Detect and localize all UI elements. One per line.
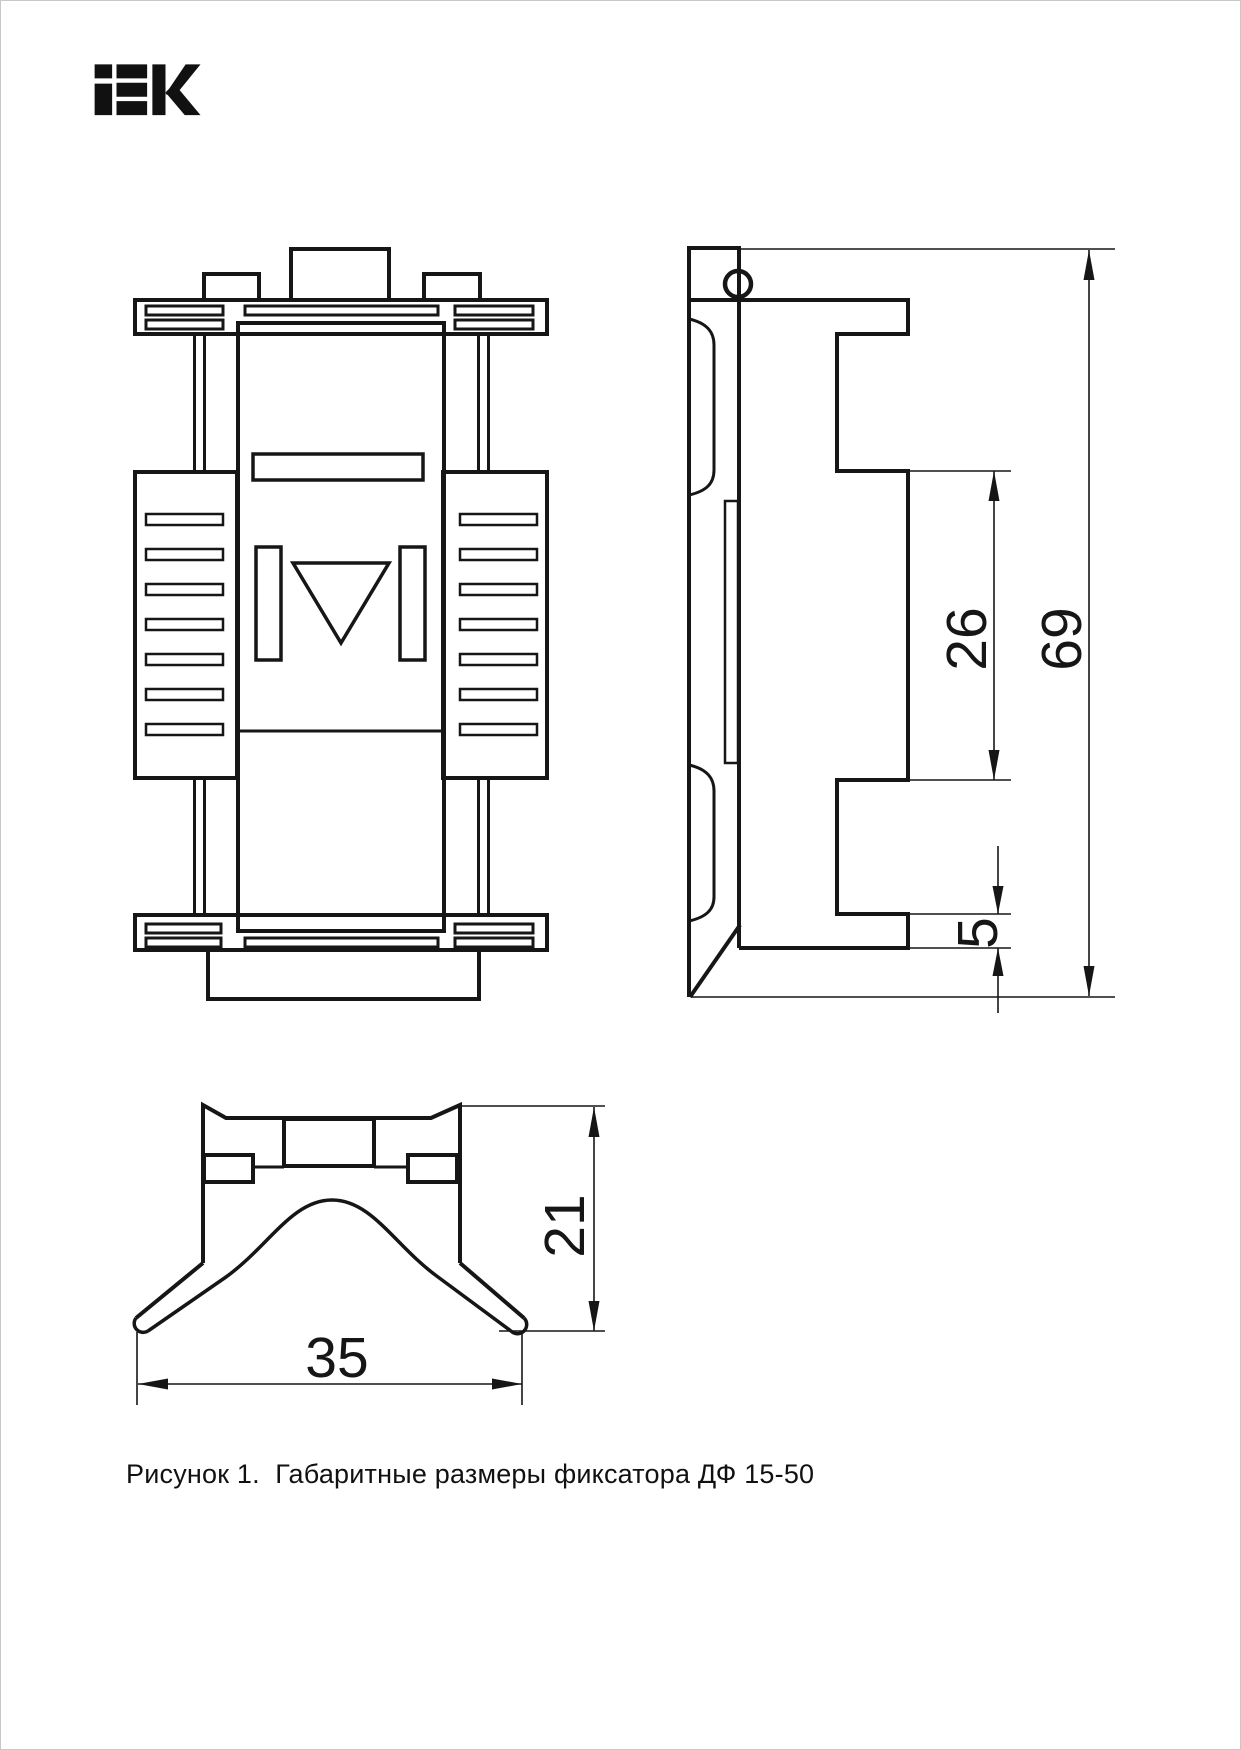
front-body-bar-left <box>256 547 281 660</box>
extension-lines <box>137 249 1115 1405</box>
front-body <box>238 323 444 931</box>
front-view <box>135 249 547 999</box>
bottom-leg-left-tip <box>134 1318 148 1332</box>
dimension-label-5: 5 <box>946 917 1010 949</box>
side-mid-rib <box>725 501 738 763</box>
front-wing-left <box>135 472 237 778</box>
front-top-tab-right <box>424 274 480 300</box>
front-top-tab-center <box>291 249 389 300</box>
dimension-label-69: 69 <box>1030 607 1094 671</box>
bottom-view <box>134 1105 526 1334</box>
bottom-tab-left <box>204 1155 253 1182</box>
front-top-tab-left <box>204 274 259 300</box>
side-clip-lower <box>689 765 714 921</box>
dimension-label-26: 26 <box>935 607 999 671</box>
bottom-tab-right <box>408 1155 457 1182</box>
dimension-lines <box>138 250 1089 1384</box>
front-wing-slots <box>146 514 537 735</box>
bottom-leg-left-outer <box>136 1263 203 1318</box>
front-base <box>208 950 479 999</box>
figure-caption: Рисунок 1. Габаритные размеры фиксатора ДФ 15-50 <box>126 1459 815 1489</box>
side-view <box>689 248 908 997</box>
front-triangle-marker <box>293 563 389 643</box>
side-clip-upper <box>689 319 714 495</box>
dimension-label-21: 21 <box>533 1194 597 1258</box>
front-wing-right <box>443 472 547 778</box>
bottom-center-block <box>284 1119 374 1166</box>
front-top-rail-slots <box>146 306 533 329</box>
bottom-leg-right-outer <box>460 1263 524 1318</box>
side-foot-flare <box>690 925 740 997</box>
front-bottom-rail-slots <box>146 924 533 947</box>
front-body-bar-right <box>400 547 425 660</box>
dimension-arrows <box>138 250 1095 1390</box>
side-flange-profile <box>739 300 908 948</box>
dimension-label-35: 35 <box>305 1326 369 1390</box>
front-body-slot <box>253 454 423 480</box>
dimensions <box>137 249 1115 1405</box>
